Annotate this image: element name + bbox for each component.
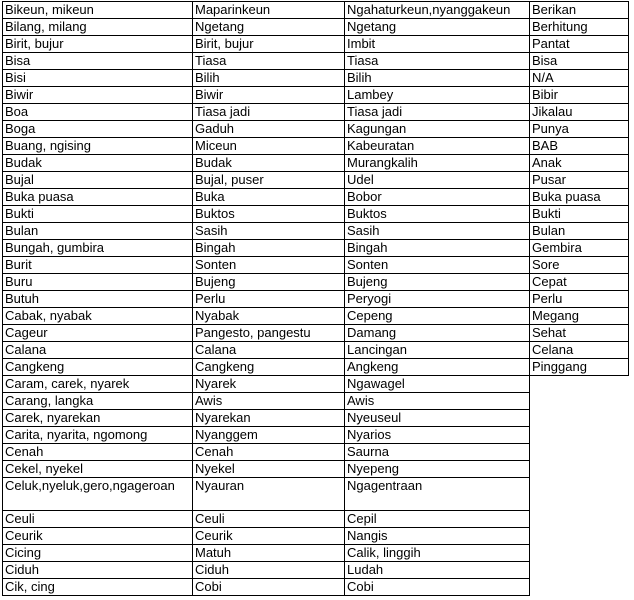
lemes-other-cell: Calik, linggih [345,545,530,562]
loma-word-cell: Boga [3,121,193,138]
indonesian-cell [530,579,629,596]
table-row [3,461,629,478]
indonesian-cell: Celana [530,342,629,359]
lemes-self-cell: Awis [193,393,345,410]
lemes-self-cell: Maparinkeun [193,2,345,19]
indonesian-cell: Gembira [530,240,629,257]
indonesian-cell: Perlu [530,291,629,308]
loma-word-cell: Butuh [3,291,193,308]
indonesian-cell: Sehat [530,325,629,342]
lemes-other-cell: Bujeng [345,274,530,291]
lemes-other-cell: Bobor [345,189,530,206]
lemes-other-cell: Ludah [345,562,530,579]
lemes-other-cell: Lambey [345,87,530,104]
lemes-other-cell: Udel [345,172,530,189]
loma-word-cell: Buka puasa [3,189,193,206]
lemes-self-cell: Nyanggem [193,427,345,444]
lemes-self-cell: Ceuli [193,511,345,528]
lemes-other-cell: Cepeng [345,308,530,325]
table-row [3,53,629,70]
lemes-other-cell: Bilih [345,70,530,87]
table-row [3,410,629,427]
lemes-self-cell: Biwir [193,87,345,104]
lemes-self-cell: Buka [193,189,345,206]
indonesian-cell [530,410,629,427]
table-row [3,206,629,223]
loma-word-cell: Cik, cing [3,579,193,596]
table-row [3,257,629,274]
indonesian-cell: Anak [530,155,629,172]
lemes-self-cell: Nyarek [193,376,345,393]
table-row [3,342,629,359]
lemes-other-cell: Angkeng [345,359,530,376]
table-row [3,545,629,562]
loma-word-cell: Carita, nyarita, ngomong [3,427,193,444]
lemes-other-cell: Saurna [345,444,530,461]
indonesian-cell: Bukti [530,206,629,223]
lemes-self-cell: Gaduh [193,121,345,138]
indonesian-cell [530,545,629,562]
lemes-self-cell: Cobi [193,579,345,596]
lemes-other-cell: Peryogi [345,291,530,308]
indonesian-cell [530,562,629,579]
indonesian-cell: Pusar [530,172,629,189]
table-row [3,427,629,444]
table-row [3,155,629,172]
table-row [3,172,629,189]
lemes-self-cell: Nyekel [193,461,345,478]
lemes-self-cell: Bujeng [193,274,345,291]
loma-word-cell: Bilang, milang [3,19,193,36]
lemes-other-cell: Murangkalih [345,155,530,172]
lemes-other-cell: Nyeuseul [345,410,530,427]
indonesian-cell: Pinggang [530,359,629,376]
loma-word-cell: Bujal [3,172,193,189]
vocabulary-table [2,1,629,596]
lemes-other-cell: Ngahaturkeun,nyanggakeun [345,2,530,19]
loma-word-cell: Carek, nyarekan [3,410,193,427]
lemes-self-cell: Cenah [193,444,345,461]
table-row [3,393,629,410]
table-row [3,511,629,528]
table-row [3,2,629,19]
loma-word-cell: Celuk,nyeluk,gero,ngageroan [3,478,193,511]
loma-word-cell: Bukti [3,206,193,223]
lemes-self-cell: Bingah [193,240,345,257]
table-row [3,325,629,342]
table-row [3,223,629,240]
indonesian-cell: N/A [530,70,629,87]
table-row [3,376,629,393]
loma-word-cell: Bulan [3,223,193,240]
table-row [3,359,629,376]
loma-word-cell: Birit, bujur [3,36,193,53]
table-row [3,104,629,121]
lemes-other-cell: Sasih [345,223,530,240]
loma-word-cell: Buru [3,274,193,291]
lemes-other-cell: Cobi [345,579,530,596]
lemes-self-cell: Matuh [193,545,345,562]
table-row [3,291,629,308]
lemes-self-cell: Sasih [193,223,345,240]
loma-word-cell: Cicing [3,545,193,562]
lemes-self-cell: Nyarekan [193,410,345,427]
loma-word-cell: Calana [3,342,193,359]
lemes-other-cell: Kabeuratan [345,138,530,155]
table-row [3,70,629,87]
lemes-self-cell: Buktos [193,206,345,223]
loma-word-cell: Biwir [3,87,193,104]
indonesian-cell: Bulan [530,223,629,240]
indonesian-cell [530,444,629,461]
table-row [3,189,629,206]
lemes-self-cell: Miceun [193,138,345,155]
loma-word-cell: Bisa [3,53,193,70]
table-row [3,274,629,291]
lemes-self-cell: Ceurik [193,528,345,545]
table-row [3,19,629,36]
loma-word-cell: Cageur [3,325,193,342]
table-row [3,528,629,545]
table-row [3,444,629,461]
lemes-other-cell: Sonten [345,257,530,274]
loma-word-cell: Buang, ngising [3,138,193,155]
table-row [3,579,629,596]
lemes-self-cell: Tiasa [193,53,345,70]
vocabulary-table-body [3,2,629,596]
table-row [3,138,629,155]
table-row [3,36,629,53]
table-row [3,240,629,257]
loma-word-cell: Ceurik [3,528,193,545]
loma-word-cell: Ciduh [3,562,193,579]
lemes-other-cell: Nyarios [345,427,530,444]
loma-word-cell: Ceuli [3,511,193,528]
loma-word-cell: Bungah, gumbira [3,240,193,257]
indonesian-cell: Buka puasa [530,189,629,206]
lemes-self-cell: Nyabak [193,308,345,325]
lemes-other-cell: Ngetang [345,19,530,36]
loma-word-cell: Cangkeng [3,359,193,376]
table-row [3,121,629,138]
lemes-other-cell: Ngagentraan [345,478,530,511]
lemes-other-cell: Awis [345,393,530,410]
table-row [3,562,629,579]
lemes-other-cell: Damang [345,325,530,342]
lemes-other-cell: Tiasa jadi [345,104,530,121]
indonesian-cell: Bisa [530,53,629,70]
lemes-self-cell: Birit, bujur [193,36,345,53]
lemes-self-cell: Bujal, puser [193,172,345,189]
table-row [3,308,629,325]
lemes-self-cell: Tiasa jadi [193,104,345,121]
indonesian-cell: Jikalau [530,104,629,121]
lemes-other-cell: Kagungan [345,121,530,138]
indonesian-cell: Sore [530,257,629,274]
lemes-self-cell: Budak [193,155,345,172]
loma-word-cell: Caram, carek, nyarek [3,376,193,393]
lemes-other-cell: Nangis [345,528,530,545]
lemes-self-cell: Perlu [193,291,345,308]
indonesian-cell: Punya [530,121,629,138]
indonesian-cell: Berikan [530,2,629,19]
loma-word-cell: Bisi [3,70,193,87]
lemes-self-cell: Bilih [193,70,345,87]
lemes-other-cell: Ngawagel [345,376,530,393]
indonesian-cell: Megang [530,308,629,325]
loma-word-cell: Burit [3,257,193,274]
loma-word-cell: Budak [3,155,193,172]
indonesian-cell: Pantat [530,36,629,53]
lemes-self-cell: Cangkeng [193,359,345,376]
lemes-self-cell: Sonten [193,257,345,274]
loma-word-cell: Cenah [3,444,193,461]
loma-word-cell: Boa [3,104,193,121]
indonesian-cell [530,478,629,511]
loma-word-cell: Carang, langka [3,393,193,410]
indonesian-cell: Berhitung [530,19,629,36]
loma-word-cell: Bikeun, mikeun [3,2,193,19]
lemes-other-cell: Bingah [345,240,530,257]
indonesian-cell [530,511,629,528]
lemes-other-cell: Tiasa [345,53,530,70]
indonesian-cell: BAB [530,138,629,155]
lemes-other-cell: Imbit [345,36,530,53]
lemes-other-cell: Nyepeng [345,461,530,478]
lemes-other-cell: Lancingan [345,342,530,359]
indonesian-cell [530,427,629,444]
lemes-self-cell: Nyauran [193,478,345,511]
lemes-other-cell: Buktos [345,206,530,223]
table-row [3,87,629,104]
loma-word-cell: Cabak, nyabak [3,308,193,325]
lemes-other-cell: Cepil [345,511,530,528]
indonesian-cell [530,528,629,545]
indonesian-cell: Cepat [530,274,629,291]
lemes-self-cell: Calana [193,342,345,359]
indonesian-cell [530,393,629,410]
indonesian-cell [530,461,629,478]
indonesian-cell: Bibir [530,87,629,104]
lemes-self-cell: Ciduh [193,562,345,579]
lemes-self-cell: Pangesto, pangestu [193,325,345,342]
indonesian-cell [530,376,629,393]
table-row [3,478,629,511]
loma-word-cell: Cekel, nyekel [3,461,193,478]
lemes-self-cell: Ngetang [193,19,345,36]
